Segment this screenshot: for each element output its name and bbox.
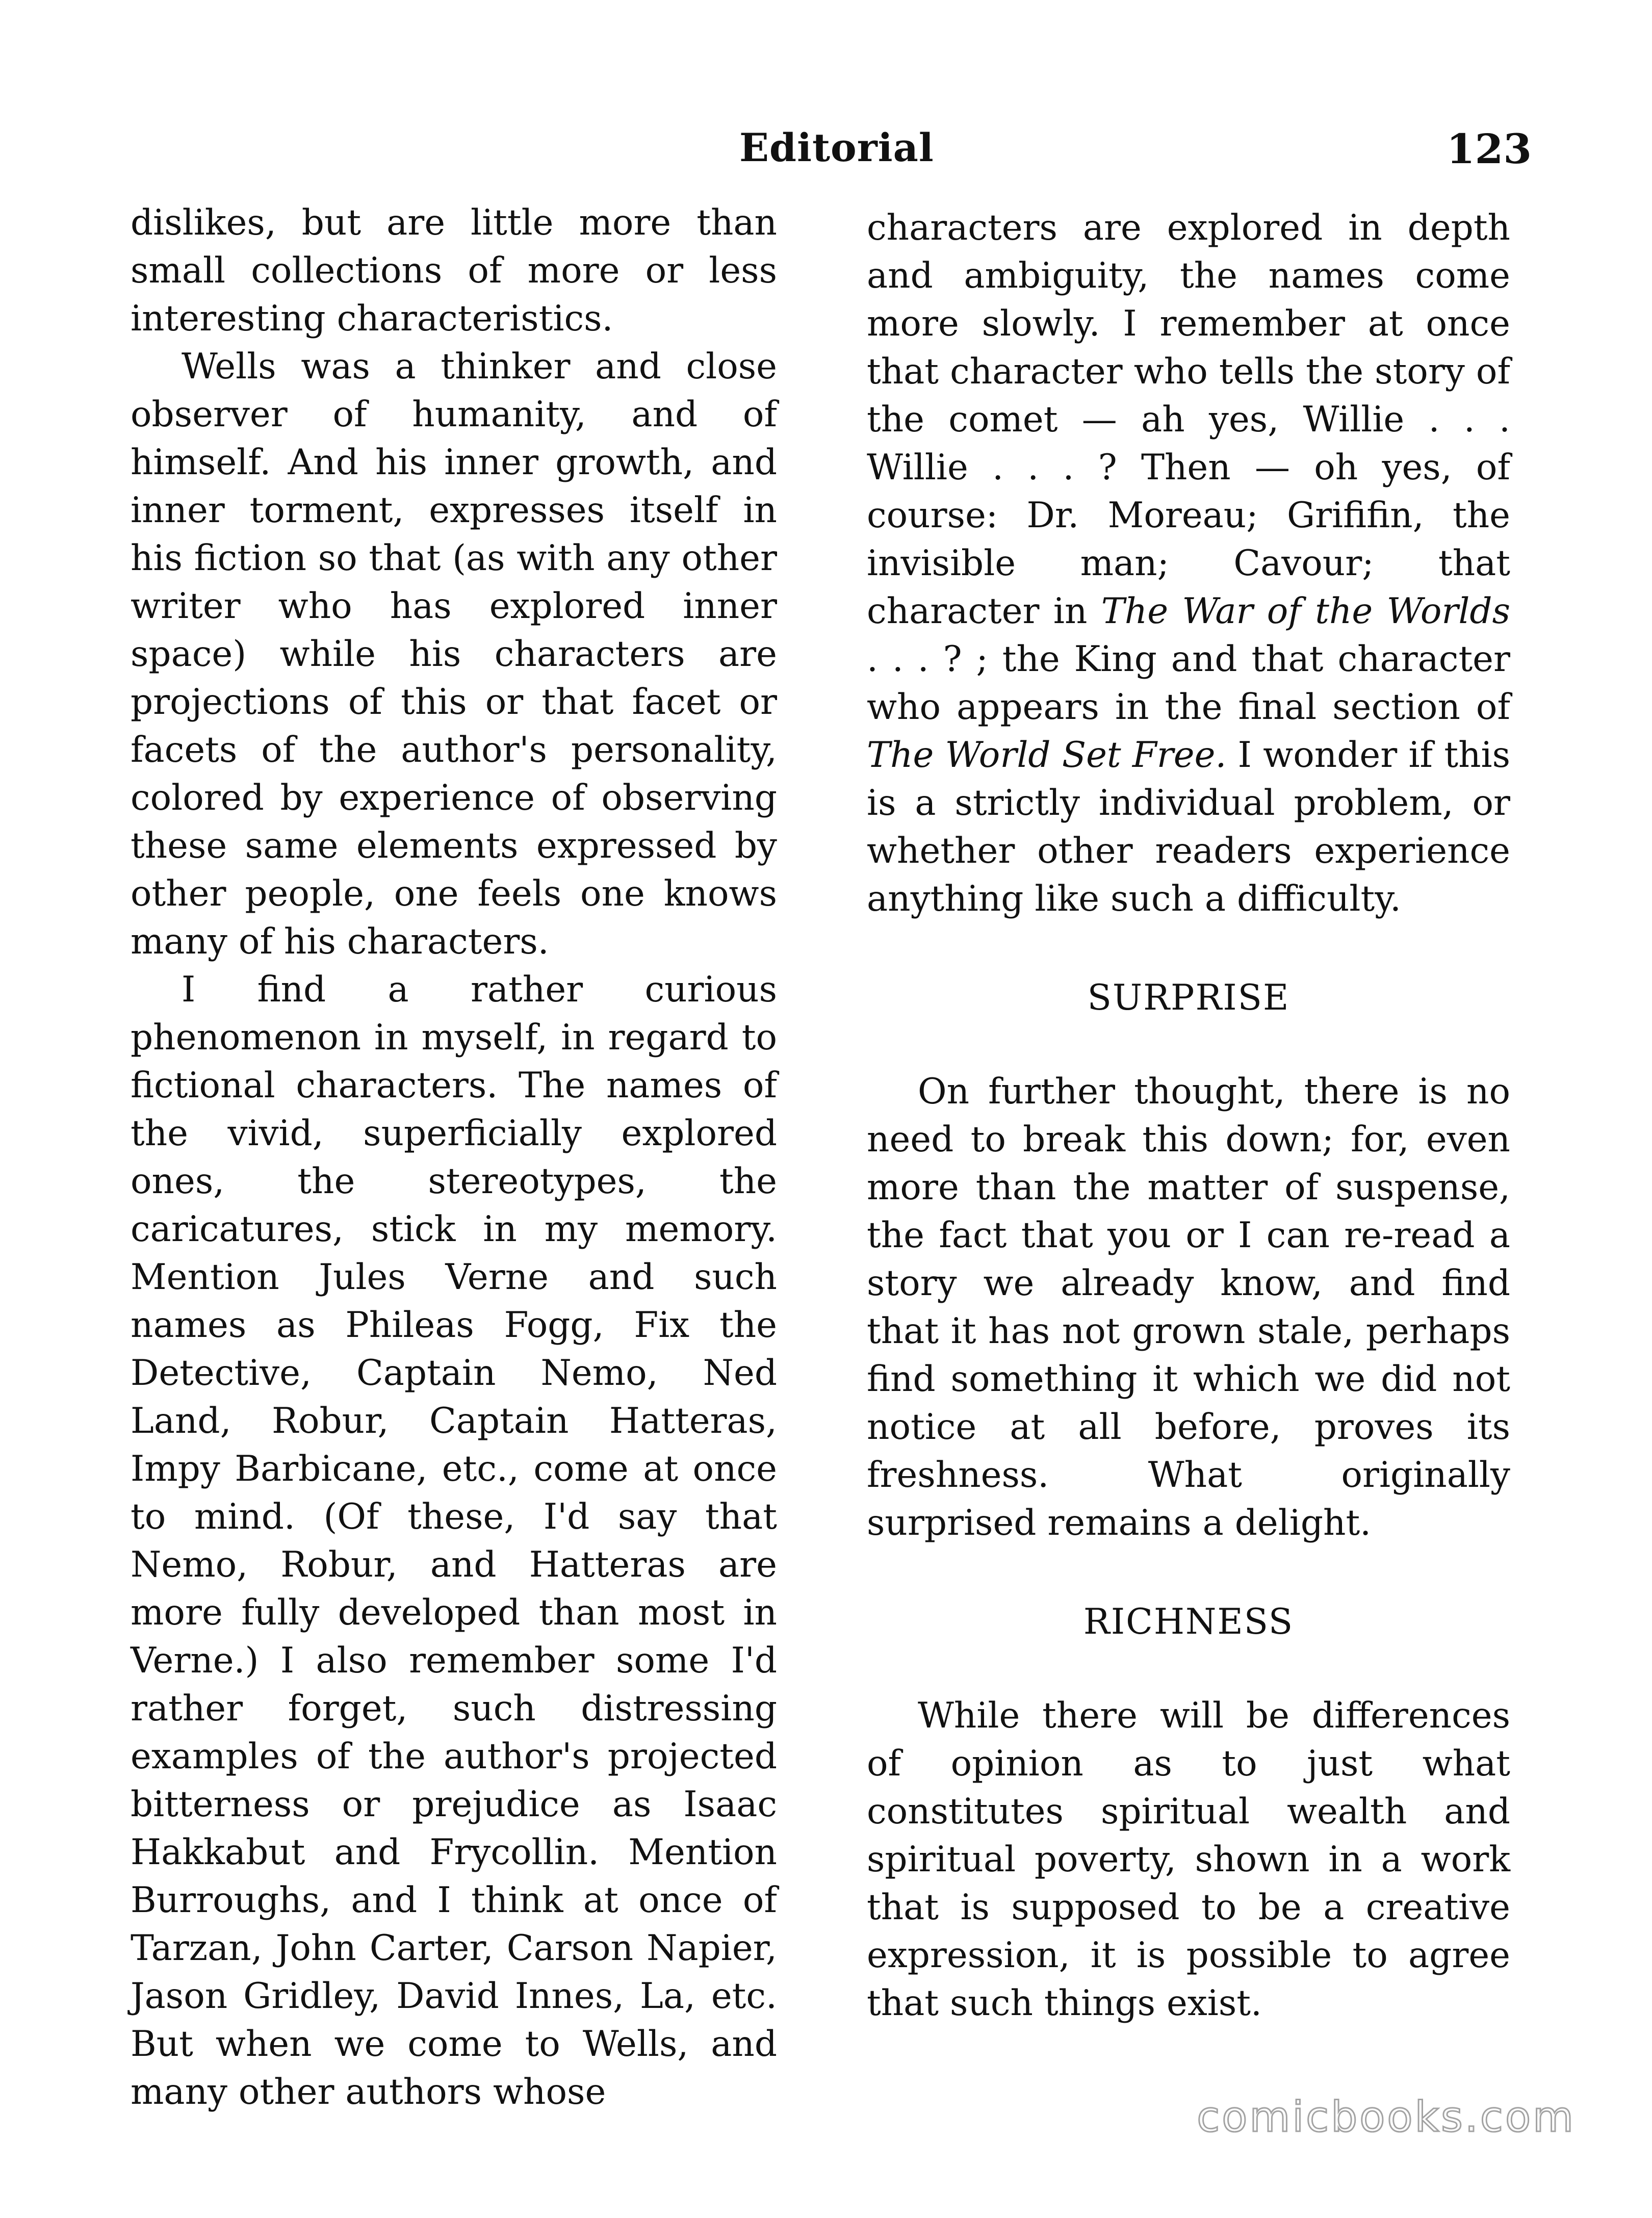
text-segment: characters are explored in depth and ambiguity, the names come more slowly. I remember at once that character who tells the story of the comet — ah yes, Willie . . . Willie . . . ? Then — oh yes, of course: Dr. Moreau; Grififin, the invisible man; Cavour; that character in xyxy=(867,208,1510,632)
paragraph-richness: While there will be differences of opinion as to just what constitutes spiritual wealth and spiritual poverty, shown in a work that is supposed to be a creative expression, it is possible to agree that such things exist. xyxy=(867,1695,1510,2024)
page-number: 123 xyxy=(1447,125,1532,173)
right-column xyxy=(867,204,1510,2027)
watermark-logo: comicbooks.com xyxy=(1197,2093,1576,2142)
book-title-world-set-free: The World Set Free. xyxy=(867,735,1227,776)
section-heading-surprise: SURPRISE xyxy=(1087,977,1290,1018)
paragraph-curious-phenomenon: I find a rather curious phenomenon in myself, in regard to fictional characters. The names of the vivid, superficially explored ones, the stereotypes, the caricatures, stick in my memory. Mention Jules Verne and such names as Phileas Fogg, Fix the Detective, Captain Nemo, Ned Land, Robur, Captain Hatteras, Impy Barbicane, etc., come at once to mind. (Of these, I'd say that Nemo, Robur, and Hatteras are more fully developed than most in Verne.) I also remember some I'd rather forget, such distressing examples of the author's projected bitterness or prejudice as Isaac Hakkabut and Frycollin. Mention Burroughs, and I think at once of Tarzan, John Carter, Carson Napier, Jason Gridley, David Innes, La, etc. But when we come to Wells, and many other authors whose xyxy=(131,969,777,2112)
paragraph-wells-thinker: Wells was a thinker and close observer of humanity, and of himself. And his inner growth, and inner torment, expresses itself in his fiction so that (as with any other writer who has explored inner space) while his characters are projections of this or that facet or facets of the author's personality, colored by experience of observing these same elements expressed by other people, one feels one knows many of his characters. xyxy=(131,346,777,962)
paragraph-surprise: On further thought, there is no need to break this down; for, even more than the matter of suspense, the fact that you or I can re-read a story we already know, and find that it has not grown stale, perhaps find something it which we did not notice at all before, proves its freshness. What originally surprised remains a delight. xyxy=(867,1071,1510,1543)
text-segment: I wonder if this is a strictly individual problem, or whether other readers experience anything like such a difficulty. xyxy=(867,735,1510,919)
running-header-title: Editorial xyxy=(739,125,934,170)
paragraph-characters-explored xyxy=(867,204,1510,923)
text-segment: . . . ? ; the King and that character who appears in the final section of xyxy=(867,639,1510,728)
left-column xyxy=(131,199,777,2116)
book-title-war-of-the-worlds: The War of the Worlds xyxy=(1101,591,1510,632)
section-heading-richness: RICHNESS xyxy=(1083,1602,1294,1642)
paragraph-continuation: dislikes, but are little more than small collections of more or less interesting characteristics. xyxy=(131,202,777,339)
